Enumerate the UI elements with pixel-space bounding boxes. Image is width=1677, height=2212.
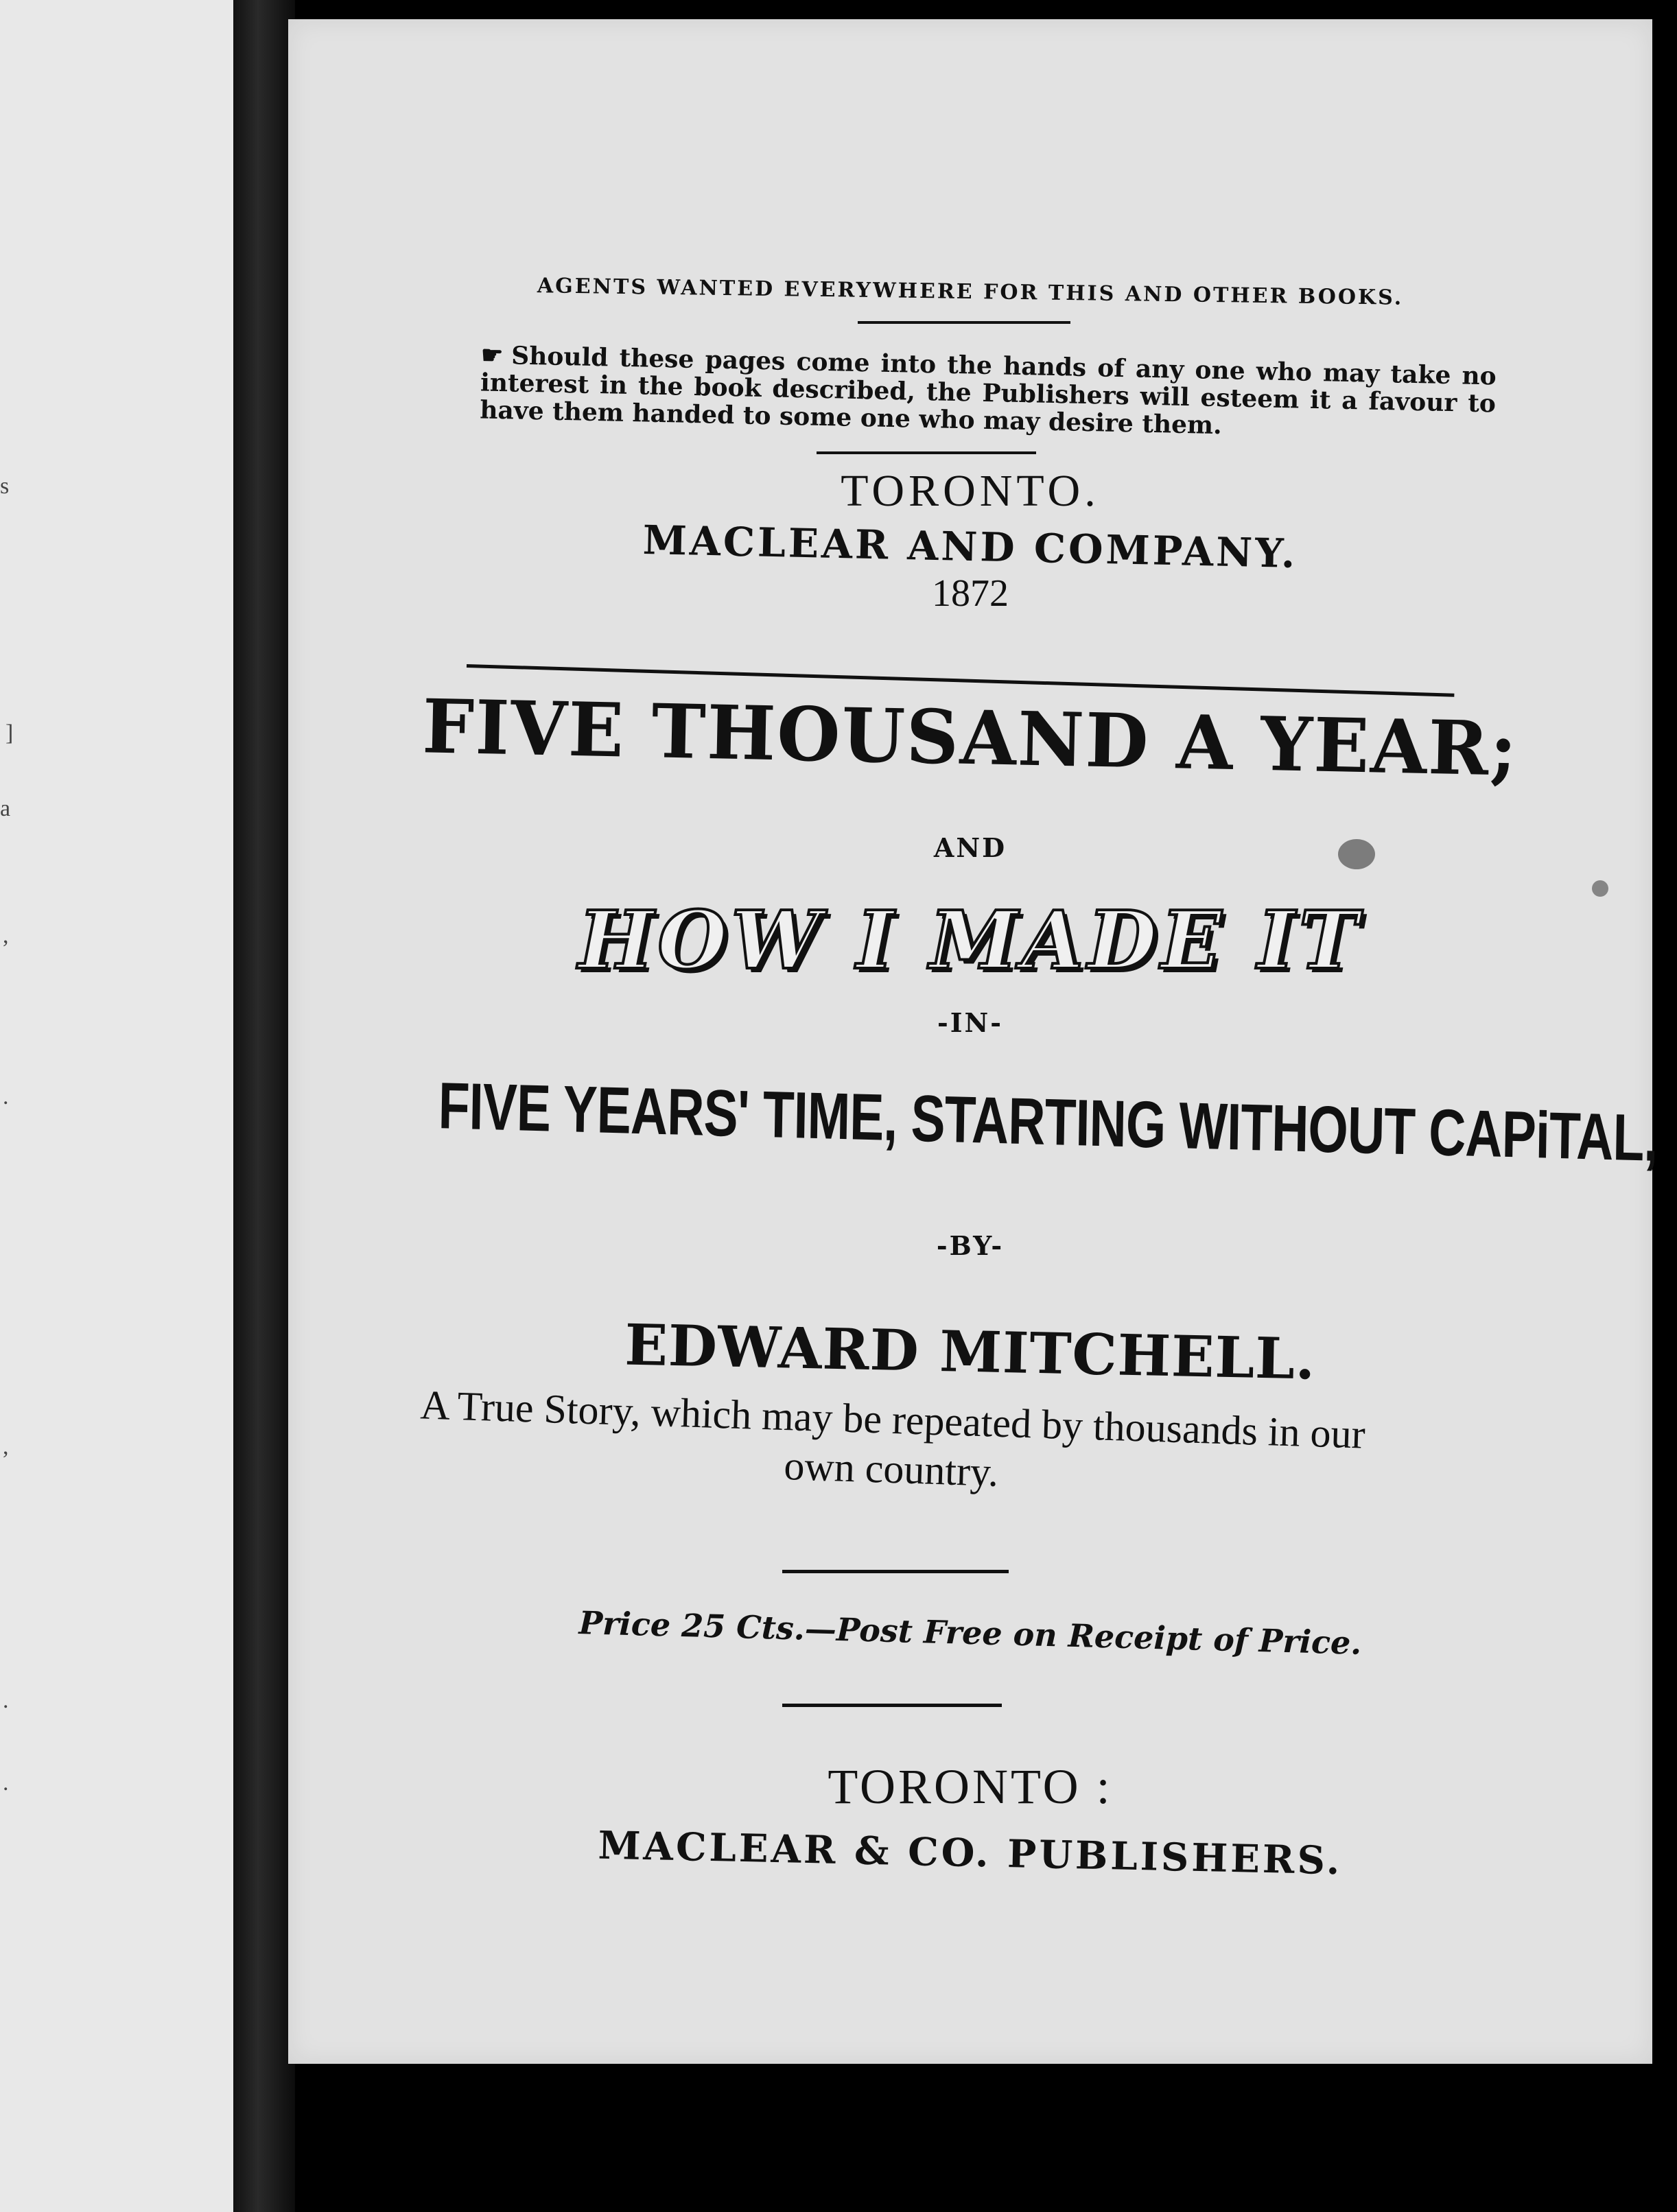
facing-page-fragment: . [3, 1084, 9, 1109]
imprint-publisher: MACLEAR AND COMPANY. [642, 517, 1298, 577]
title-page [288, 19, 1658, 2064]
ink-blot [1338, 839, 1375, 869]
facing-page-fragment: . [3, 1770, 9, 1796]
title-connector: AND [933, 832, 1007, 863]
imprint-year: 1872 [932, 572, 1009, 615]
facing-page-fragment: s [0, 473, 10, 499]
facing-page-fragment: , [3, 923, 9, 948]
divider-rule [817, 451, 1036, 454]
description: A True Story, which may be repeated by thousands in our own country. [419, 1382, 1366, 1495]
publisher-notice [480, 342, 1497, 445]
title-line-1: FIVE THOUSAND A YEAR; [421, 683, 1519, 793]
byline-by: -BY- [936, 1230, 1005, 1261]
facing-page-fragment: a [0, 796, 11, 821]
divider-rule [782, 1570, 1009, 1573]
facing-page [0, 0, 233, 2212]
ink-blot [1592, 880, 1608, 897]
divider-rule [858, 321, 1070, 324]
pointing-hand-icon: ☛ [480, 340, 504, 370]
divider-rule [782, 1704, 1002, 1707]
bottom-imprint-city: TORONTO : [828, 1759, 1113, 1814]
facing-page-fragment: ] [5, 720, 14, 746]
price-line: Price 25 Cts.—Post Free on Receipt of Price. [578, 1604, 1363, 1662]
author-name: EDWARD MITCHELL. [624, 1312, 1317, 1393]
title-line-2: HOW I MADE IT [578, 894, 1363, 987]
facing-page-fragment: . [3, 1688, 9, 1713]
title-connector-in: -IN- [937, 1007, 1004, 1038]
title-line-3: FIVE YEARS' TIME, STARTING WITHOUT CAPiTAL, [437, 1069, 1658, 1175]
agents-wanted-line: AGENTS WANTED EVERYWHERE FOR THIS AND OTHER BOOKS. [537, 274, 1404, 310]
book-gutter [233, 0, 295, 2212]
publisher-notice-text: Should these pages come into the hands of any one who may take no interest in the book described, the Publishers will esteem it a favour to have them handed to some one who may desire them. [479, 341, 1497, 440]
facing-page-fragment: , [3, 1434, 9, 1459]
imprint-city: TORONTO. [841, 466, 1100, 516]
bottom-imprint-publisher: MACLEAR & CO. PUBLISHERS. [597, 1822, 1344, 1884]
